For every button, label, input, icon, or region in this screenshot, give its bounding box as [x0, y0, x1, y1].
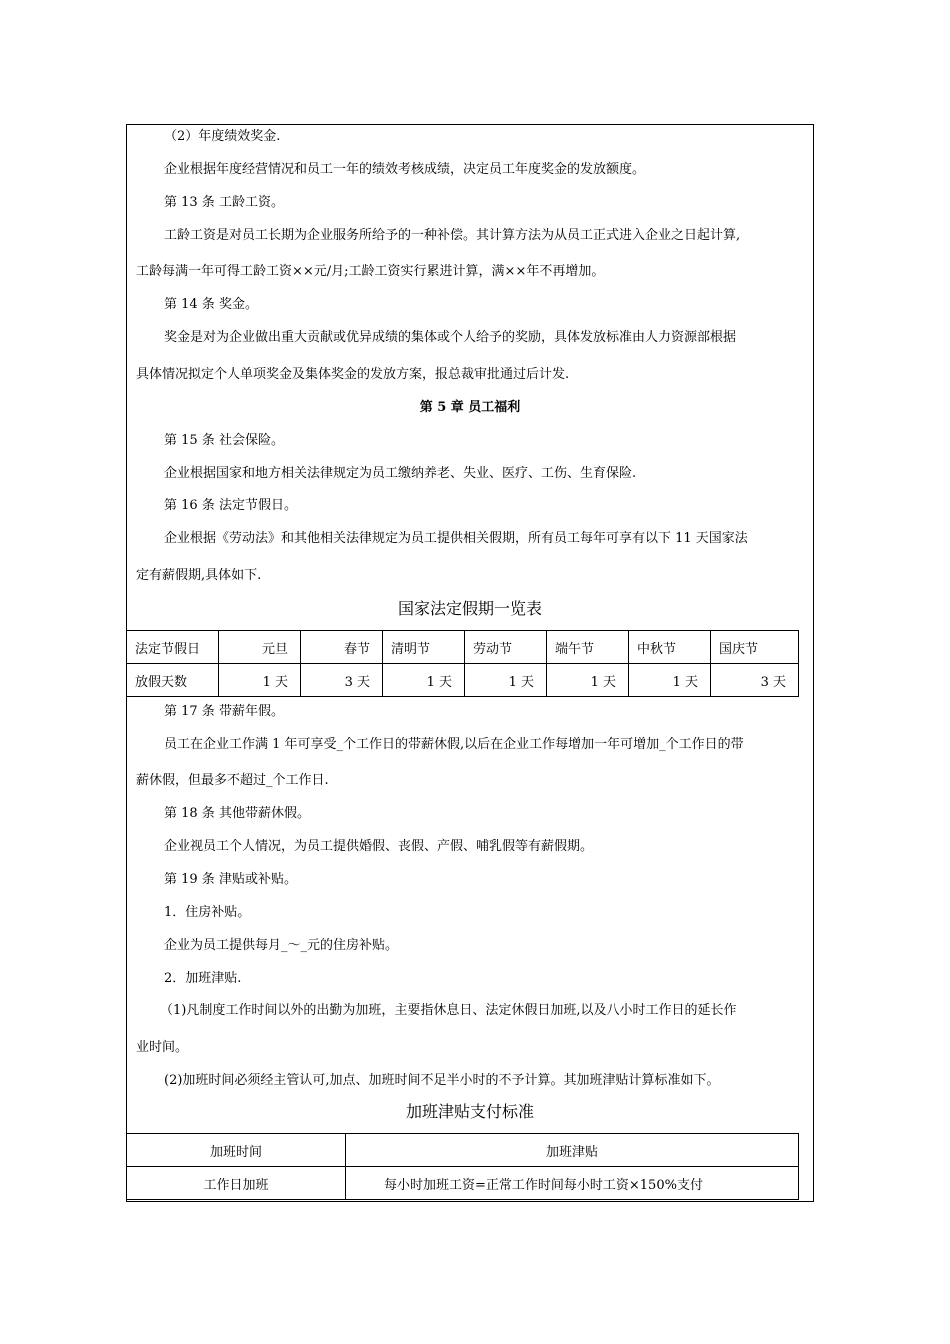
article-heading: 第 19 条 津贴或补贴。	[164, 872, 297, 887]
paragraph: 业时间。	[136, 1040, 189, 1055]
table-cell: 放假天数	[127, 664, 219, 697]
paragraph: 奖金是对为企业做出重大贡献或优异成绩的集体或个人给予的奖励，具体发放标准由人力资源部根据	[164, 330, 737, 345]
paragraph: 工龄每满一年可得工龄工资××元/月;工龄工资实行累进计算，满××年不再增加。	[136, 264, 605, 279]
paragraph: 具体情况拟定个人单项奖金及集体奖金的发放方案，报总裁审批通过后计发.	[136, 367, 570, 382]
table-row	[127, 1167, 799, 1200]
holiday-table	[126, 630, 799, 697]
table-cell: 国庆节	[711, 631, 799, 664]
paragraph: 定有薪假期,具体如下.	[136, 568, 262, 583]
table-cell: 1 天	[465, 664, 547, 697]
table-cell: 元旦	[219, 631, 301, 664]
article-heading: 第 16 条 法定节假日。	[164, 498, 297, 513]
paragraph: 企业为员工提供每月_～_元的住房补贴。	[164, 938, 399, 953]
table-cell: 春节	[301, 631, 383, 664]
table-cell: 端午节	[547, 631, 629, 664]
article-heading: 第 17 条 带薪年假。	[164, 704, 284, 719]
table-caption: 加班津贴支付标准	[405, 1102, 534, 1121]
table-cell: 清明节	[383, 631, 465, 664]
paragraph: 薪休假，但最多不超过_个工作日.	[136, 773, 329, 788]
table-cell: 1 天	[219, 664, 301, 697]
chapter-heading: 第 5 章 员工福利	[419, 400, 521, 415]
table-cell: 工作日加班	[127, 1167, 346, 1200]
table-row	[127, 664, 799, 697]
table-cell: 1 天	[383, 664, 465, 697]
article-heading: 第 15 条 社会保险。	[164, 433, 284, 448]
table-header-row	[127, 1134, 799, 1167]
article-heading: 第 13 条 工龄工资。	[164, 195, 284, 210]
paragraph: 企业视员工个人情况，为员工提供婚假、丧假、产假、哺乳假等有薪假期。	[164, 839, 594, 854]
paragraph: 企业根据国家和地方相关法律规定为员工缴纳养老、失业、医疗、工伤、生育保险.	[164, 466, 637, 481]
table-cell: 法定节假日	[127, 631, 219, 664]
list-item: 2．加班津贴.	[164, 971, 242, 986]
paragraph: 企业根据年度经营情况和员工一年的绩效考核成绩，决定员工年度奖金的发放额度。	[164, 162, 646, 177]
paragraph: 企业根据《劳动法》和其他相关法律规定为员工提供相关假期，所有员工每年可享有以下 11 天国家法	[164, 531, 748, 546]
paragraph: 工龄工资是对员工长期为企业服务所给予的一种补偿。其计算方法为从员工正式进入企业之日起计算,	[164, 228, 741, 243]
table-cell: 中秋节	[629, 631, 711, 664]
list-item: 1．住房补贴。	[164, 905, 251, 920]
table-cell: 加班津贴	[346, 1134, 799, 1167]
table-header-row	[127, 631, 799, 664]
article-heading: 第 18 条 其他带薪休假。	[164, 806, 310, 821]
table-caption: 国家法定假期一览表	[397, 599, 542, 618]
overtime-table	[126, 1133, 799, 1200]
paragraph: 员工在企业工作满 1 年可享受_个工作日的带薪休假,以后在企业工作每增加一年可增加_个工作日的带	[164, 737, 744, 752]
paragraph: （2）年度绩效奖金.	[164, 129, 281, 144]
paragraph: （1)凡制度工作时间以外的出勤为加班，主要指休息日、法定休假日加班,以及八小时工作日的延长作	[160, 1003, 737, 1018]
table-cell: 1 天	[629, 664, 711, 697]
table-cell: 每小时加班工资=正常工作时间每小时工资×150%支付	[346, 1167, 799, 1200]
table-cell: 3 天	[711, 664, 799, 697]
paragraph: (2)加班时间必须经主管认可,加点、加班时间不足半小时的不予计算。其加班津贴计算标准如下。	[164, 1073, 720, 1088]
table-cell: 1 天	[547, 664, 629, 697]
table-cell: 加班时间	[127, 1134, 346, 1167]
table-cell: 劳动节	[465, 631, 547, 664]
table-cell: 3 天	[301, 664, 383, 697]
article-heading: 第 14 条 奖金。	[164, 297, 258, 312]
